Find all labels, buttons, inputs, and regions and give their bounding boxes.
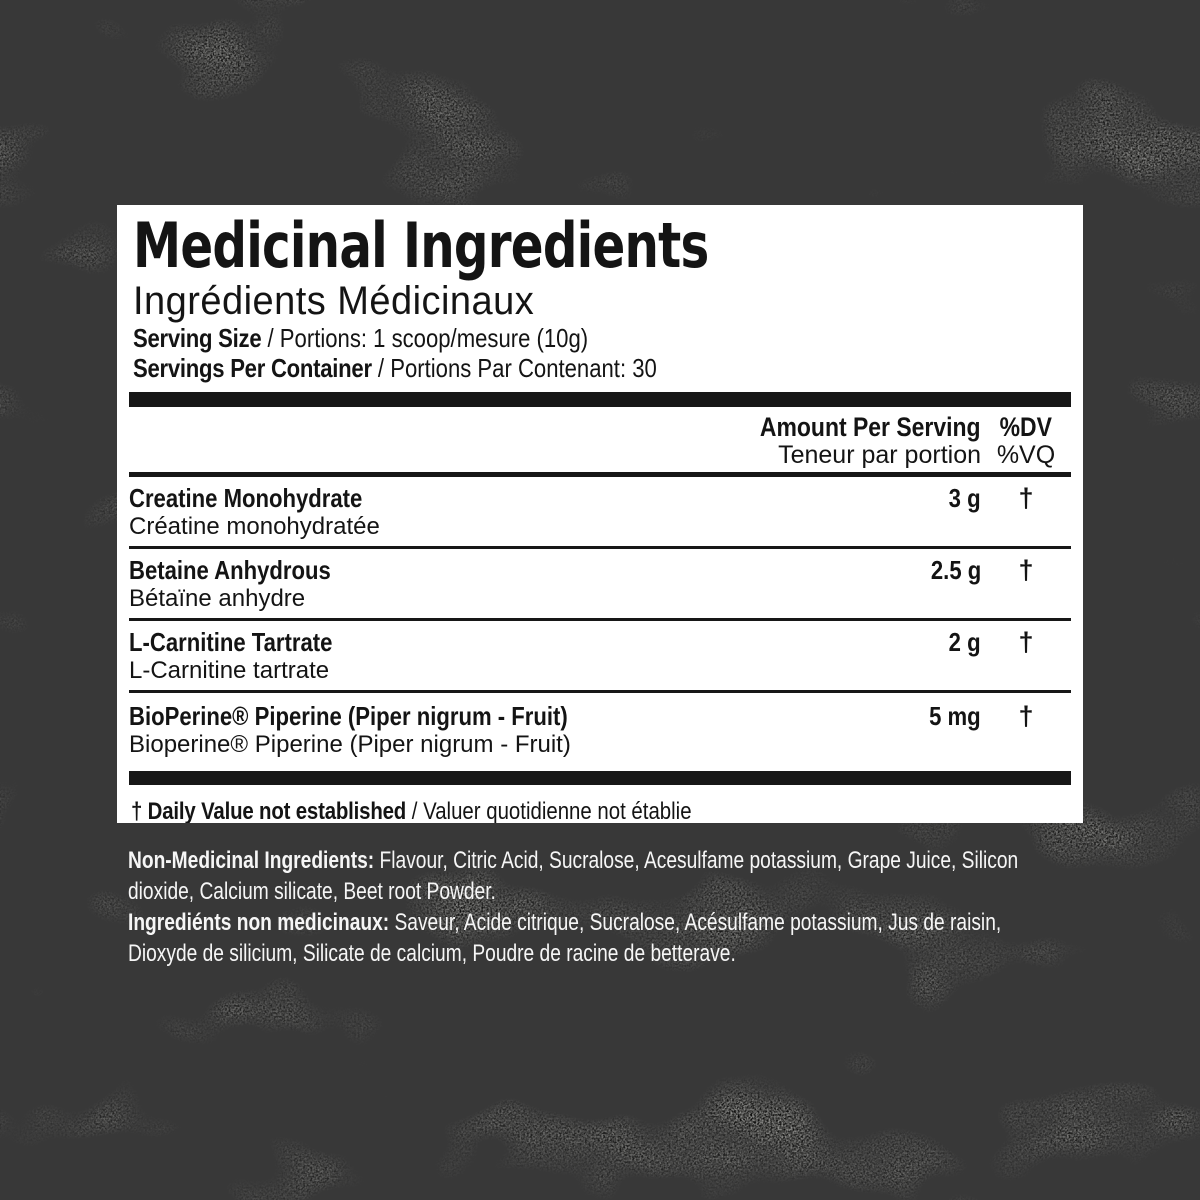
serving-size-line — [133, 323, 1071, 353]
separator: / — [371, 353, 391, 383]
non-medicinal-fr — [128, 907, 1068, 969]
amount-value: 2.5 g — [930, 555, 981, 585]
servings-per-container-value: Portions Par Contenant: 30 — [390, 353, 657, 383]
daily-value-footnote — [131, 798, 1071, 823]
amount-value: 3 g — [949, 483, 981, 513]
divider-bar-thick-bottom — [129, 771, 1071, 785]
medicinal-ingredients-panel — [117, 205, 1083, 823]
serving-size-value: Portions: 1 scoop/mesure (10g) — [279, 323, 589, 353]
separator: / — [261, 323, 280, 353]
ingredient-name-fr: Bétaïne anhydre — [129, 585, 306, 612]
non-medicinal-fr-text: Saveur, Acide citrique, Sucralose, Acésulfame potassium, Jus de raisin, Dioxyde de silicium, Silicate de calcium, Poudre de racine de betterave. — [128, 909, 1002, 967]
amount-value: 2 g — [949, 627, 981, 657]
ingredient-name-fr: Bioperine® Piperine (Piper nigrum - Fruit) — [129, 731, 571, 758]
table-row-betaine — [129, 549, 1071, 621]
servings-per-container-line — [133, 353, 1071, 383]
divider-bar-thick-top — [129, 392, 1071, 407]
ingredient-name-en: L-Carnitine Tartrate — [129, 627, 333, 657]
ingredient-name-en: Betaine Anhydrous — [129, 555, 331, 585]
ingredient-name-en: BioPerine® Piperine (Piper nigrum - Fruit) — [129, 701, 568, 731]
separator: / — [406, 798, 424, 823]
amount-value: 5 mg — [929, 701, 981, 731]
dv-dagger: † — [1018, 701, 1034, 731]
ingredient-name-fr: Créatine monohydratée — [129, 513, 380, 540]
servings-per-container-label: Servings Per Container — [133, 353, 372, 383]
non-medicinal-en-label: Non-Medicinal Ingredients: — [128, 847, 375, 874]
table-header-row — [129, 407, 1071, 477]
column-header-dv: %DV %VQ — [996, 412, 1056, 469]
footnote-fr: Valuer quotidienne not établie — [423, 798, 692, 823]
panel-title-fr: Ingrédients Médicinaux — [133, 279, 535, 323]
ingredient-name-fr: L-Carnitine tartrate — [129, 657, 330, 684]
panel-title-en: Medicinal Ingredients — [133, 209, 709, 282]
table-row-bioperine — [129, 693, 1071, 771]
table-row-creatine — [129, 477, 1071, 549]
non-medicinal-en-text: Flavour, Citric Acid, Sucralose, Acesulfame potassium, Grape Juice, Silicon dioxide, Calcium silicate, Beet root Powder. — [128, 847, 1019, 905]
table-row-lcarnitine — [129, 621, 1071, 693]
footnote-en: † Daily Value not established — [131, 798, 407, 823]
dv-dagger: † — [1018, 555, 1034, 585]
non-medicinal-ingredients-section — [128, 845, 1068, 969]
serving-size-label: Serving Size — [133, 323, 262, 353]
column-header-amount: Amount Per Serving Teneur par portion — [760, 412, 981, 469]
dv-dagger: † — [1018, 483, 1034, 513]
dv-dagger: † — [1018, 627, 1034, 657]
non-medicinal-en — [128, 845, 1068, 907]
non-medicinal-fr-label: Ingrediénts non medicinaux: — [128, 909, 390, 936]
ingredient-name-en: Creatine Monohydrate — [129, 483, 363, 513]
